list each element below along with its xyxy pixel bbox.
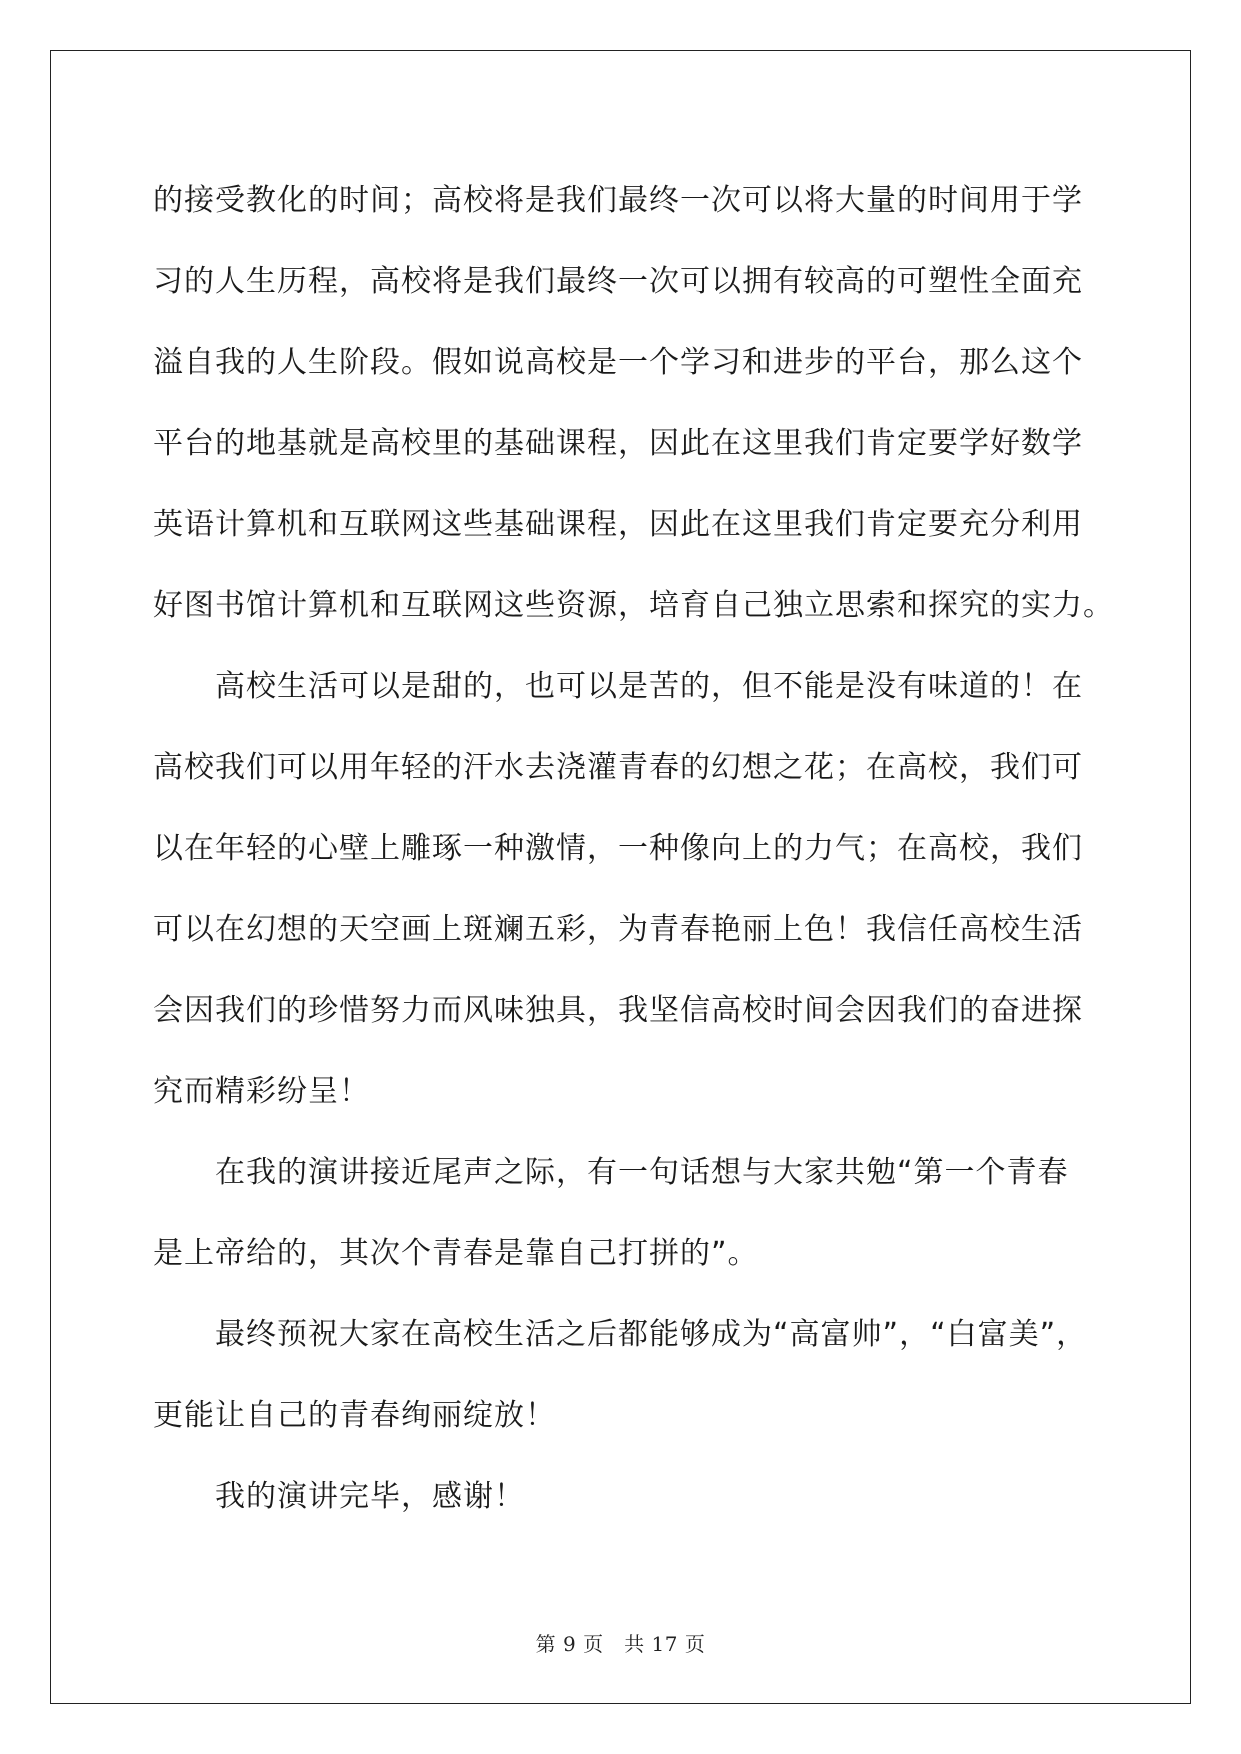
text-line: 最终预祝大家在高校生活之后都能够成为“高富帅”，“白富美”，: [215, 1317, 1088, 1352]
paragraph-2: [153, 646, 1113, 1132]
paragraph-1: [153, 160, 1113, 646]
text-line: 好图书馆计算机和互联网这些资源，培育自己独立思索和探究的实力。: [153, 588, 1114, 623]
page-footer: [0, 1628, 1241, 1657]
text-line: 平台的地基就是高校里的基础课程，因此在这里我们肯定要学好数学: [153, 426, 1083, 461]
text-line: 更能让自己的青春绚丽绽放！: [153, 1398, 556, 1433]
text-line: 的接受教化的时间；高校将是我们最终一次可以将大量的时间用于学: [153, 183, 1083, 218]
text-line: 在我的演讲接近尾声之际，有一句话想与大家共勉“第一个青春: [215, 1155, 1069, 1190]
text-line: 我的演讲完毕，感谢！: [215, 1479, 525, 1514]
text-line: 习的人生历程，高校将是我们最终一次可以拥有较高的可塑性全面充: [153, 264, 1083, 299]
text-line: 可以在幻想的天空画上斑斓五彩，为青春艳丽上色！我信任高校生活: [153, 912, 1083, 947]
page-total: 共 17 页: [624, 1632, 706, 1656]
page-number: 第 9 页: [535, 1632, 604, 1656]
document-body: [153, 160, 1113, 1537]
text-line: 高校生活可以是甜的，也可以是苦的，但不能是没有味道的！在: [215, 669, 1083, 704]
text-line: 英语计算机和互联网这些基础课程，因此在这里我们肯定要充分利用: [153, 507, 1083, 542]
text-line: 是上帝给的，其次个青春是靠自己打拼的”。: [153, 1236, 759, 1271]
text-line: 溢自我的人生阶段。假如说高校是一个学习和进步的平台，那么这个: [153, 345, 1083, 380]
paragraph-3: [153, 1132, 1113, 1294]
footer-spacer: [604, 1632, 625, 1656]
text-line: 会因我们的珍惜努力而风味独具，我坚信高校时间会因我们的奋进探: [153, 993, 1083, 1028]
text-line: 以在年轻的心壁上雕琢一种激情，一种像向上的力气；在高校，我们: [153, 831, 1083, 866]
text-line: 究而精彩纷呈！: [153, 1074, 370, 1109]
paragraph-5: [153, 1456, 1113, 1537]
text-line: 高校我们可以用年轻的汗水去浇灌青春的幻想之花；在高校，我们可: [153, 750, 1083, 785]
paragraph-4: [153, 1294, 1113, 1456]
